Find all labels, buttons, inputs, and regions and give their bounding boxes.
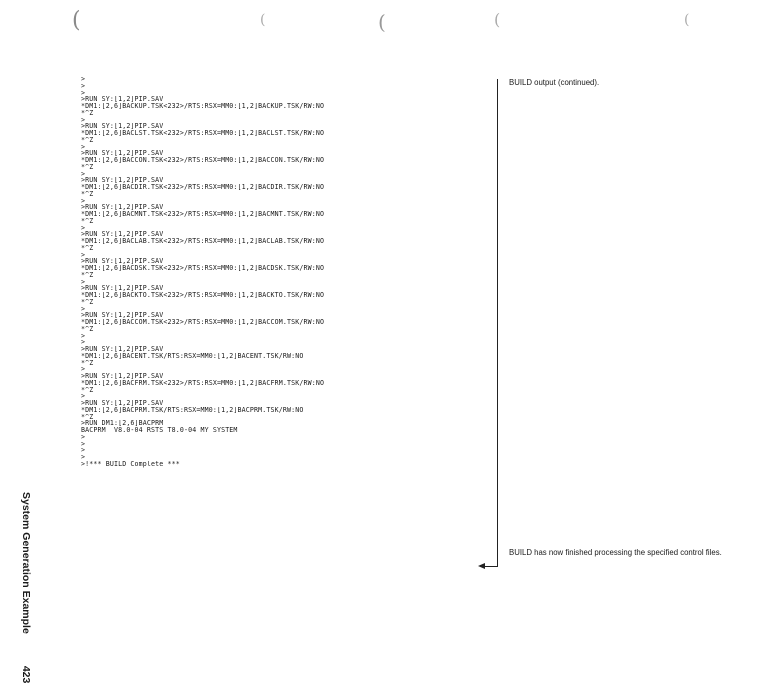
listing-line: > — [81, 143, 86, 151]
listing-line: BACPRM V8.0-04 RSTS T8.0-04 MY SYSTEM — [81, 427, 238, 434]
listing-line: > — [81, 116, 86, 124]
listing-line: > — [81, 76, 86, 83]
listing-line: *^Z — [81, 359, 94, 367]
listing-line: > — [81, 447, 86, 454]
listing-line: *^Z — [81, 325, 94, 333]
listing-line: > — [81, 278, 86, 286]
listing-line: >RUN SY:[1,2]PIP.SAV — [81, 285, 164, 292]
listing-line: >RUN SY:[1,2]PIP.SAV — [81, 96, 164, 103]
listing-line: > — [81, 393, 86, 400]
listing-line: >RUN SY:[1,2]PIP.SAV — [81, 312, 164, 319]
listing-line: *DM1:[2,6]BACKUP.TSK<232>/RTS:RSX=MM0:[1,2]BACKUP.TSK/RW:NO — [81, 103, 325, 110]
listing-line: *^Z — [81, 413, 94, 421]
listing-line: >RUN SY:[1,2]PIP.SAV — [81, 346, 164, 353]
listing-line: *^Z — [81, 190, 94, 198]
listing-line: *^Z — [81, 109, 94, 117]
scan-mark: ( — [494, 10, 501, 29]
listing-line: > — [81, 440, 86, 448]
listing-line: *DM1:[2,6]BACFRM.TSK<232>/RTS:RSX=MM0:[1,2]BACFRM.TSK/RW:NO — [81, 379, 325, 387]
listing-line: *DM1:[2,6]BACDIR.TSK<232>/RTS:RSX=MM0:[1,2]BACDIR.TSK/RW:NO — [81, 184, 325, 191]
scan-mark: ( — [72, 8, 81, 33]
listing-line: >RUN SY:[1,2]PIP.SAV — [81, 373, 164, 380]
margin-note-top: BUILD output (continued). — [509, 78, 600, 87]
listing-line: > — [81, 197, 86, 205]
listing-line: *^Z — [81, 163, 94, 171]
margin-arrow-line — [485, 566, 498, 567]
margin-bracket-line — [497, 79, 498, 566]
listing-line: > — [81, 433, 86, 441]
arrow-left-icon — [478, 563, 485, 569]
listing-line: > — [81, 339, 86, 346]
listing-line: >!*** BUILD Complete *** — [81, 460, 180, 468]
listing-line: >RUN SY:[1,2]PIP.SAV — [81, 258, 164, 265]
listing-line: *^Z — [81, 271, 94, 279]
page-number: 423 — [20, 665, 32, 683]
listing-line: > — [81, 251, 86, 259]
listing-line: >RUN SY:[1,2]PIP.SAV — [81, 177, 164, 184]
listing-line: *DM1:[2,6]BACLST.TSK<232>/RTS:RSX=MM0:[1,2]BACLST.TSK/RW:NO — [81, 130, 325, 137]
section-title: System Generation Example — [20, 492, 32, 634]
terminal-listing — [81, 76, 481, 468]
scan-mark: ( — [260, 12, 266, 28]
listing-line: *DM1:[2,6]BACCON.TSK<232>/RTS:RSX=MM0:[1,2]BACCON.TSK/RW:NO — [81, 157, 325, 164]
listing-line: > — [81, 224, 86, 232]
listing-line: *DM1:[2,6]BACLAB.TSK<232>/RTS:RSX=MM0:[1,2]BACLAB.TSK/RW:NO — [81, 238, 325, 245]
listing-line: > — [81, 454, 86, 461]
scan-mark: ( — [378, 10, 386, 34]
listing-line: >RUN DM1:[2,6]BACPRM — [81, 420, 164, 427]
listing-line: *DM1:[2,6]BACENT.TSK/RTS:RSX=MM0:[1,2]BACENT.TSK/RW:NO — [81, 352, 304, 360]
listing-line: > — [81, 89, 86, 97]
listing-line: > — [81, 82, 86, 90]
listing-line: > — [81, 170, 86, 178]
listing-line: *DM1:[2,6]BACMNT.TSK<232>/RTS:RSX=MM0:[1,2]BACMNT.TSK/RW:NO — [81, 211, 325, 218]
listing-line: *^Z — [81, 244, 94, 252]
running-header — [20, 492, 32, 683]
listing-line: >RUN SY:[1,2]PIP.SAV — [81, 204, 164, 211]
listing-line: > — [81, 366, 86, 373]
listing-line: >RUN SY:[1,2]PIP.SAV — [81, 400, 164, 407]
listing-line: > — [81, 305, 86, 313]
listing-line: > — [81, 332, 86, 340]
listing-line: >RUN SY:[1,2]PIP.SAV — [81, 231, 164, 238]
listing-line: *DM1:[2,6]BACDSK.TSK<232>/RTS:RSX=MM0:[1,2]BACDSK.TSK/RW:NO — [81, 265, 325, 272]
scan-mark: ( — [684, 12, 690, 28]
listing-line: >RUN SY:[1,2]PIP.SAV — [81, 150, 164, 157]
listing-line: >RUN SY:[1,2]PIP.SAV — [81, 123, 164, 130]
listing-line: *DM1:[2,6]BACPRM.TSK/RTS:RSX=MM0:[1,2]BACPRM.TSK/RW:NO — [81, 406, 304, 414]
listing-line: *DM1:[2,6]BACKTO.TSK<232>/RTS:RSX=MM0:[1,2]BACKTO.TSK/RW:NO — [81, 292, 325, 299]
listing-line: *^Z — [81, 217, 94, 225]
margin-note-bottom: BUILD has now finished processing the specified control files. — [509, 548, 722, 557]
listing-line: *DM1:[2,6]BACCOM.TSK<232>/RTS:RSX=MM0:[1,2]BACCOM.TSK/RW:NO — [81, 319, 325, 326]
listing-line: *^Z — [81, 136, 94, 144]
listing-line: *^Z — [81, 298, 94, 306]
listing-line: *^Z — [81, 386, 94, 394]
